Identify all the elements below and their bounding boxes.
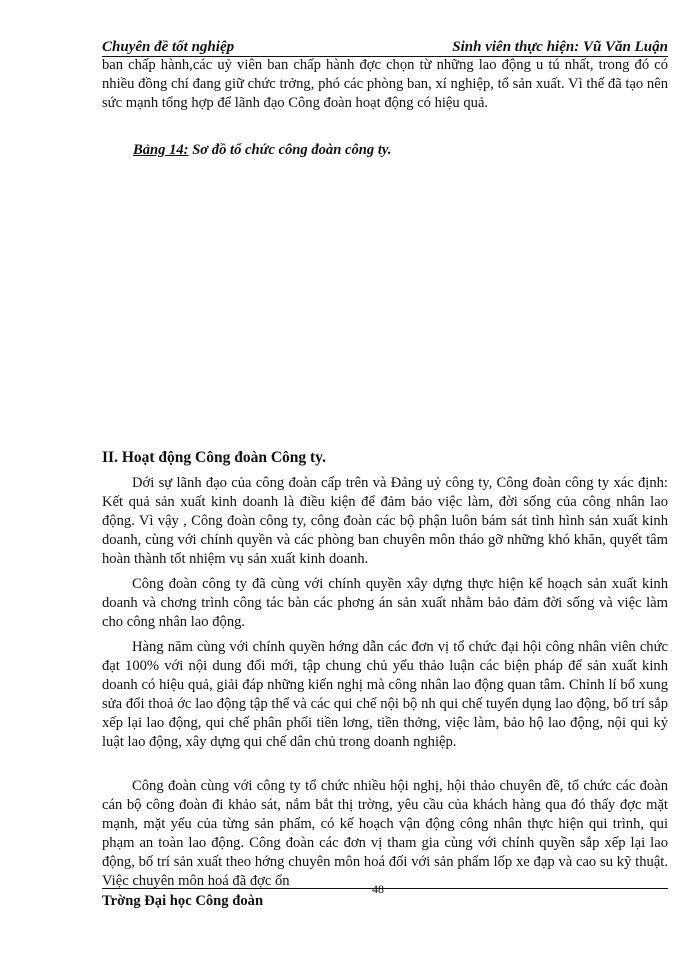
paragraph: Dới sự lãnh đạo của công đoàn cấp trên và Đảng uỷ công ty, Công đoàn công ty xác định: Kết quả sản xuất kinh doanh là điều kiện để đảm bảo việc làm, đời sống của công nhân lao động. Vì vậy , Công đoàn công ty, công đoàn các bộ phận luôn bám sát tình hình sản xuất kinh doanh, cùng với chính quyền và các phòng ban chuyên môn tháo gỡ những khó khăn, quyết tâm hoàn thành tốt nhiệm vụ sản xuất kinh doanh.: [102, 475, 668, 567]
header-document-type: Chuyên đề tốt nghiệp: [102, 39, 235, 55]
page-number: 48: [372, 882, 384, 896]
paragraph-block-3: [102, 638, 668, 752]
paragraph: Hàng năm cùng với chính quyền hớng dẫn các đơn vị tổ chức đại hội công nhân viên chức đạt 100% với nội dung đổi mới, tập chung chủ yếu thảo luận các biện pháp để sản xuất kinh doanh có hiệu quả, giải đáp những kiến nghị mà công nhân lao động quan tâm. Chỉnh lí bổ xung sửa đổi thoả ớc lao động tập thể và các qui chế nội bộ nh qui chế tuyển dụng lao động, bố trí sắp xếp lại lao động, qui chế phân phối tiền lơng, tiền thởng, việc làm, bảo hộ lao động, nội qui kỷ luật lao động, xây dựng qui chế dân chủ trong doanh nghiệp.: [102, 639, 668, 750]
paragraph-block-4: [102, 777, 668, 891]
table-caption: [133, 142, 391, 159]
paragraph: Công đoàn công ty đã cùng với chính quyền xây dựng thực hiện kế hoạch sản xuất kinh doanh và chơng trình công tác bàn các phơng án sản xuất nhằm bảo đảm đời sống và việc làm cho công nhân lao động.: [102, 576, 668, 630]
page-header: [102, 38, 668, 57]
header-author: Sinh viên thực hiện: Vũ Văn Luận: [452, 39, 668, 55]
intro-paragraph: ban chấp hành,các uỷ viên ban chấp hành đợc chọn từ những lao động u tú nhất, trong đó có nhiều đồng chí đang giữ chức trởng, phó các phòng ban, xí nghiệp, tổ sản xuất. Vì thế đã tạo nên sức mạnh tổng hợp để lãnh đạo Công đoàn hoạt động có hiệu quả.: [102, 57, 668, 111]
page-footer: [102, 882, 668, 910]
footer-rule: [102, 888, 668, 889]
paragraph: Công đoàn cùng với công ty tổ chức nhiều hội nghị, hội thảo chuyên đề, tổ chức các đoàn cán bộ công đoàn đi khảo sát, nắm bắt thị trờng, yêu cầu của khách hàng qua đó thấy đợc mặt mạnh, mặt yếu của từng sản phẩm, có kế hoạch vận động công nhân thực hiện qui trình, qui phạm an toàn lao động. Công đoàn các đơn vị tham gia cùng với chính quyền sắp xếp lại lao động, bố trí sản xuất theo hớng chuyên môn hoá đối với sản phẩm lốp xe đạp và cao su kỹ thuật. Việc chuyên môn hoá đã đợc ổn: [102, 778, 668, 889]
paragraph-block-2: [102, 575, 668, 632]
table-caption-label: Bảng 14:: [133, 142, 189, 158]
paragraph-block-1: [102, 474, 668, 569]
intro-block: [102, 56, 668, 113]
table-caption-text: Sơ đồ tổ chức công đoàn công ty.: [188, 142, 392, 158]
footer-school: Trờng Đại học Công đoàn: [102, 893, 264, 909]
section-title: II. Hoạt động Công đoàn Công ty.: [102, 449, 326, 466]
